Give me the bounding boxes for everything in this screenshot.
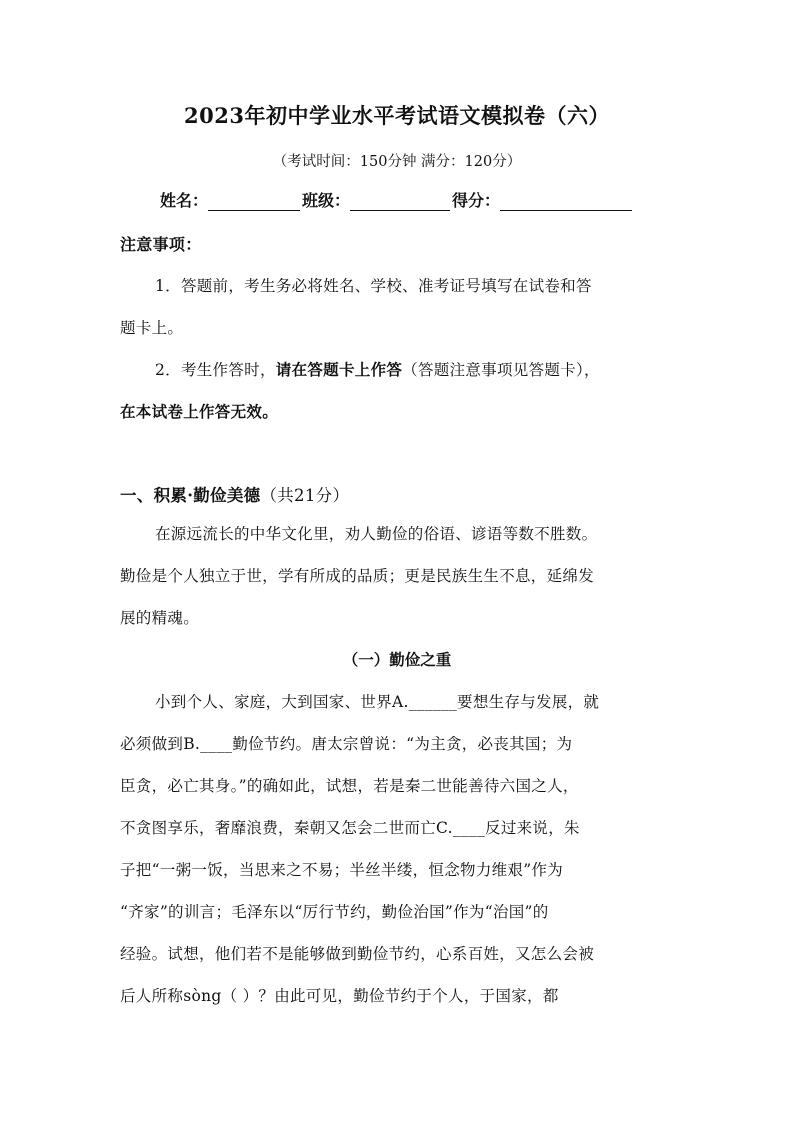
- intro-line-2: 勤俭是个人独立于世，学有所成的品质；更是民族生生不息，延绵发: [120, 567, 595, 585]
- paragraph-line: 经验。试想，他们若不是能够做到勤俭节约，心系百姓，又怎么会被: [120, 945, 595, 963]
- notice-item-1-line-1: 1．答题前，考生务必将姓名、学校、准考证号填写在试卷和答: [155, 277, 592, 295]
- score-label: 得分：: [452, 191, 501, 210]
- name-label: 姓名：: [160, 191, 209, 210]
- paragraph-line: 子把“一粥一饭，当思来之不易；半丝半缕，恒念物力维艰”作为: [120, 861, 564, 879]
- section-1-score: （共21分）: [260, 486, 350, 505]
- student-info-line: [160, 188, 634, 211]
- page-title: 2023年初中学业水平考试语文模拟卷（六）: [184, 103, 610, 128]
- name-blank[interactable]: [208, 194, 300, 211]
- intro-line-3: 展的精魂。: [120, 609, 200, 627]
- notice-item-2-text: 2．考生作答时，: [155, 361, 276, 379]
- paragraph-line: 臣贪，必亡其身。”的确如此，试想，若是秦二世能善待六国之人，: [120, 777, 579, 795]
- notice-item-2-note: （答题注意事项见答题卡），: [402, 361, 600, 379]
- intro-line-1: 在源远流长的中华文化里，劝人勤俭的俗语、谚语等数不胜数。: [155, 525, 598, 543]
- paragraph-line: 必须做到B.____勤俭节约。唐太宗曾说：“为主贪，必丧其国；为: [120, 735, 573, 753]
- paragraph-line: 小到个人、家庭，大到国家、世界A.______要想生存与发展，就: [155, 693, 600, 711]
- section-1-heading: [120, 482, 349, 506]
- paragraph-line: 不贪图享乐，奢靡浪费，秦朝又怎会二世而亡C.____反过来说，朱: [120, 819, 580, 837]
- class-label: 班级：: [302, 191, 351, 210]
- section-1-title: 一、积累·勤俭美德: [120, 486, 261, 505]
- paragraph-line: 后人所称sòng（ ）？由此可见，勤俭节约于个人，于国家，都: [120, 987, 559, 1005]
- notice-item-1-line-2: 题卡上。: [120, 319, 184, 337]
- paragraph-line: “齐家”的训言；毛泽东以“厉行节约，勤俭治国”作为“治国”的: [120, 903, 549, 921]
- class-blank[interactable]: [350, 194, 450, 211]
- notice-item-2-line-1: [155, 358, 600, 380]
- notice-item-2-emphasis: 请在答题卡上作答: [275, 360, 403, 379]
- subsection-heading: （一）勤俭之重: [342, 650, 452, 669]
- notice-item-2-line-2: 在本试卷上作答无效。: [120, 402, 279, 421]
- notice-heading: 注意事项：: [120, 235, 202, 254]
- exam-time-info: （考试时间：150分钟 满分：120分）: [272, 154, 522, 170]
- score-blank[interactable]: [500, 194, 632, 211]
